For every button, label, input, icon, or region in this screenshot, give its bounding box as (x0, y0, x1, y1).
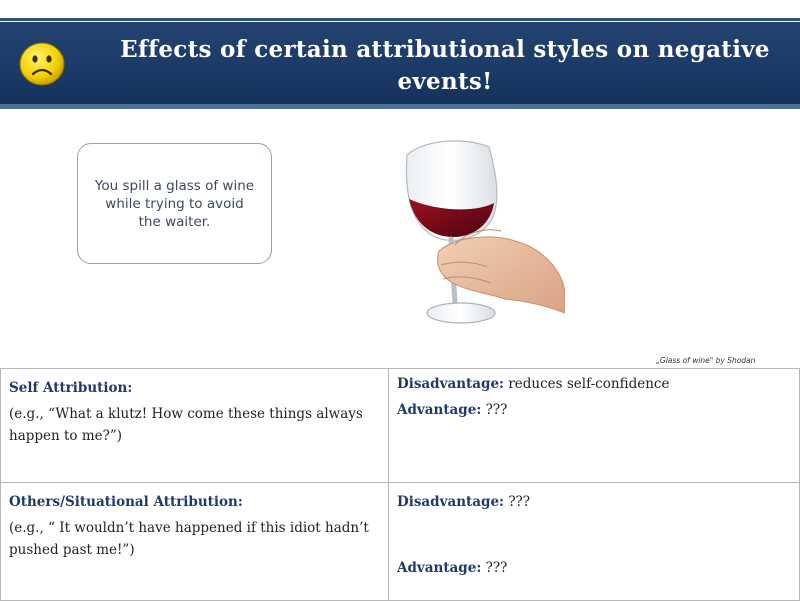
banner-bottom-stripe (0, 104, 800, 109)
advantage-value: ??? (481, 560, 508, 576)
self-attribution-example: (e.g., “What a klutz! How come these things always happen to me?”) (9, 406, 363, 444)
others-effects-cell (389, 483, 800, 601)
advantage-label: Advantage: (397, 560, 482, 576)
image-credit: „Glass of wine" by Shodan (656, 356, 756, 365)
disadvantage-label: Disadvantage: (397, 376, 505, 392)
advantage-label: Advantage: (397, 402, 482, 418)
others-attribution-heading: Others/Situational Attribution: (9, 494, 243, 510)
self-attribution-cell (1, 369, 389, 483)
self-attribution-heading: Self Attribution: (9, 380, 133, 396)
slide-title: Effects of certain attributional styles on negative events! (120, 36, 770, 95)
attribution-table (0, 368, 800, 601)
scenario-callout (77, 143, 272, 264)
wine-glass-image (395, 133, 565, 358)
table-row-self (1, 369, 800, 483)
advantage-value: ??? (481, 402, 508, 418)
disadvantage-value: reduces self-confidence (504, 376, 670, 392)
table-row-others (1, 483, 800, 601)
banner-top-line (0, 18, 800, 21)
disadvantage-value: ??? (504, 494, 531, 510)
others-attribution-example: (e.g., “ It wouldn’t have happened if this idiot hadn’t pushed past me!”) (9, 520, 369, 558)
disadvantage-label: Disadvantage: (397, 494, 505, 510)
scenario-text: You spill a glass of wine while trying to avoid the waiter. (94, 177, 255, 230)
others-attribution-cell (1, 483, 389, 601)
sad-face-icon (18, 41, 66, 87)
self-effects-cell (389, 369, 800, 483)
